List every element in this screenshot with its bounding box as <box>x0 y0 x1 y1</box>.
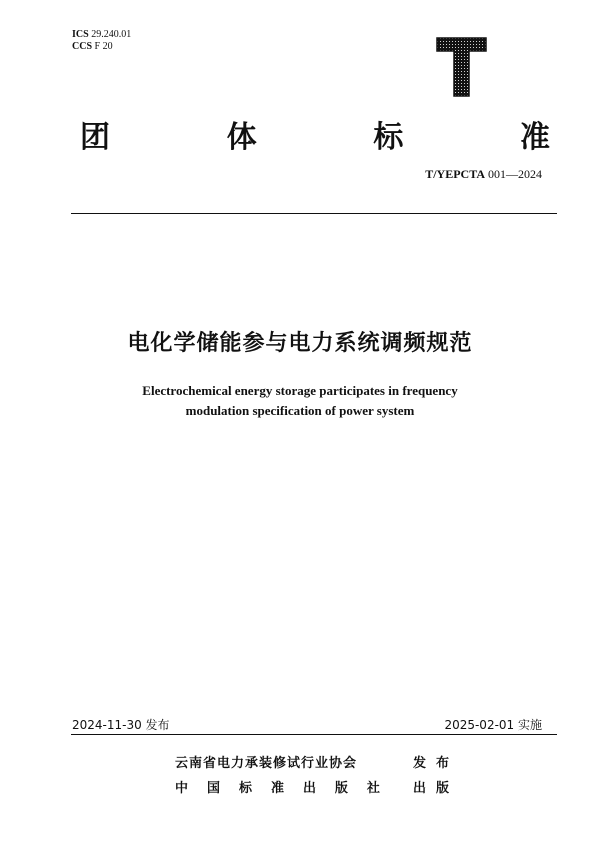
bottom-divider <box>71 734 557 735</box>
standard-t-logo <box>436 37 487 97</box>
category-char: 准 <box>519 120 550 155</box>
issue-date: 2024-11-30 发布 <box>72 718 170 732</box>
implementation-date: 2025-02-01 实施 <box>444 718 542 732</box>
document-category <box>80 121 550 155</box>
title-english <box>0 381 600 421</box>
press-char: 准 <box>270 781 284 796</box>
press-char: 出 <box>302 781 316 796</box>
press-char: 国 <box>206 781 220 796</box>
ccs-code: CCS F 20 <box>72 41 113 52</box>
ics-code: ICS 29.240.01 <box>72 29 132 40</box>
press-char: 版 <box>334 781 348 796</box>
press-char: 社 <box>366 781 380 796</box>
issuing-organization: 云南省电力承装修试行业协会 <box>175 756 358 771</box>
standard-number: T/YEPCTA 001—2024 <box>425 167 542 181</box>
press-char: 中 <box>175 781 189 796</box>
publishing-house <box>175 777 380 796</box>
press-action: 出版 <box>413 781 460 796</box>
press-char: 标 <box>238 781 252 796</box>
category-char: 体 <box>226 120 257 155</box>
top-divider <box>71 213 557 214</box>
classification-codes <box>72 29 131 53</box>
category-char: 团 <box>80 120 110 155</box>
title-english-line1: Electrochemical energy storage participates in frequency <box>142 383 458 398</box>
title-english-line2: modulation specification of power system <box>185 403 415 418</box>
issuer-action: 发布 <box>413 756 460 771</box>
category-char: 标 <box>373 120 404 155</box>
title-chinese: 电化学储能参与电力系统调频规范 <box>127 331 473 356</box>
